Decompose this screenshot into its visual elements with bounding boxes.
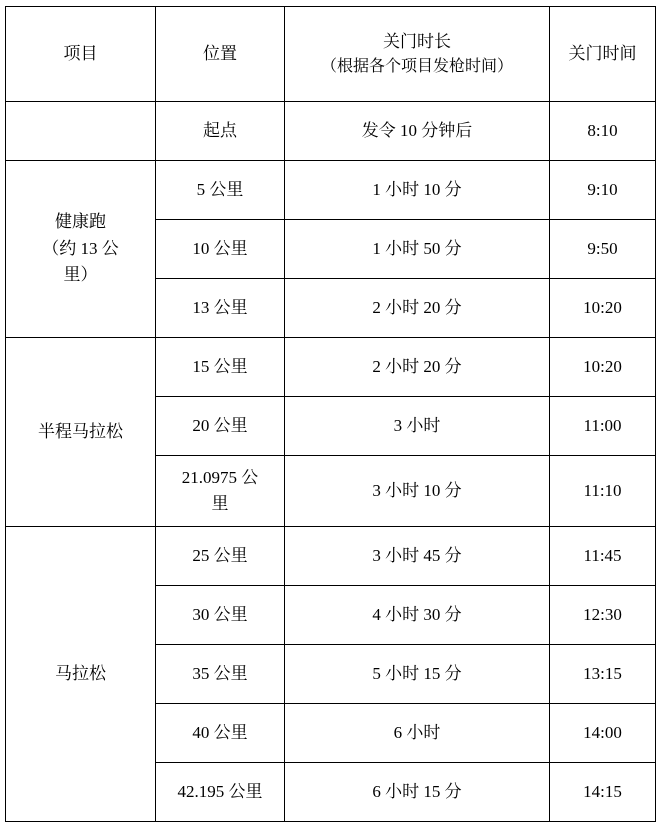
cell-time: 14:15 <box>550 763 656 822</box>
table-header-row <box>6 7 656 102</box>
cell-position: 13 公里 <box>156 279 285 338</box>
group-label-line2: （约 13 公 <box>42 238 119 258</box>
cell-position: 30 公里 <box>156 586 285 645</box>
header-position: 位置 <box>156 7 285 102</box>
table-row <box>6 527 656 586</box>
cell-position: 5 公里 <box>156 161 285 220</box>
cell-duration: 3 小时 10 分 <box>285 456 550 527</box>
cell-duration: 2 小时 20 分 <box>285 279 550 338</box>
cell-duration: 6 小时 <box>285 704 550 763</box>
table-row <box>6 338 656 397</box>
group-label-line3: 里） <box>63 265 98 285</box>
cell-duration: 1 小时 10 分 <box>285 161 550 220</box>
cell-position: 10 公里 <box>156 220 285 279</box>
cell-position: 42.195 公里 <box>156 763 285 822</box>
table-row <box>6 161 656 220</box>
group-cell-marathon: 马拉松 <box>6 527 156 822</box>
header-item: 项目 <box>6 7 156 102</box>
cell-time: 11:10 <box>550 456 656 527</box>
cell-position: 15 公里 <box>156 338 285 397</box>
header-duration-main: 关门时长 <box>383 32 451 52</box>
cell-position: 40 公里 <box>156 704 285 763</box>
cell-position: 起点 <box>156 102 285 161</box>
group-cell-empty <box>6 102 156 161</box>
cell-position-line1: 21.0975 公 <box>181 467 259 487</box>
group-label-line1: 健康跑 <box>55 212 106 232</box>
cell-time: 10:20 <box>550 338 656 397</box>
cell-time: 12:30 <box>550 586 656 645</box>
cell-duration: 发令 10 分钟后 <box>285 102 550 161</box>
cell-duration: 4 小时 30 分 <box>285 586 550 645</box>
cell-duration: 6 小时 15 分 <box>285 763 550 822</box>
table-row <box>6 102 656 161</box>
group-cell-health-run <box>6 161 156 338</box>
cell-time: 10:20 <box>550 279 656 338</box>
cell-time: 13:15 <box>550 645 656 704</box>
cell-position <box>156 456 285 527</box>
cell-position-line2: 里 <box>211 494 229 513</box>
cell-time: 11:45 <box>550 527 656 586</box>
cell-duration: 3 小时 <box>285 397 550 456</box>
header-duration-sub: （根据各个项目发枪时间） <box>320 57 513 75</box>
cell-time: 14:00 <box>550 704 656 763</box>
header-time: 关门时间 <box>550 7 656 102</box>
cell-duration: 5 小时 15 分 <box>285 645 550 704</box>
cell-time: 9:10 <box>550 161 656 220</box>
cell-duration: 1 小时 50 分 <box>285 220 550 279</box>
cell-position: 25 公里 <box>156 527 285 586</box>
cutoff-time-table <box>5 6 656 822</box>
cell-duration: 2 小时 20 分 <box>285 338 550 397</box>
cell-position: 35 公里 <box>156 645 285 704</box>
cell-time: 11:00 <box>550 397 656 456</box>
cell-time: 8:10 <box>550 102 656 161</box>
group-cell-half-marathon: 半程马拉松 <box>6 338 156 527</box>
header-duration <box>285 7 550 102</box>
cell-duration: 3 小时 45 分 <box>285 527 550 586</box>
cell-time: 9:50 <box>550 220 656 279</box>
cell-position: 20 公里 <box>156 397 285 456</box>
